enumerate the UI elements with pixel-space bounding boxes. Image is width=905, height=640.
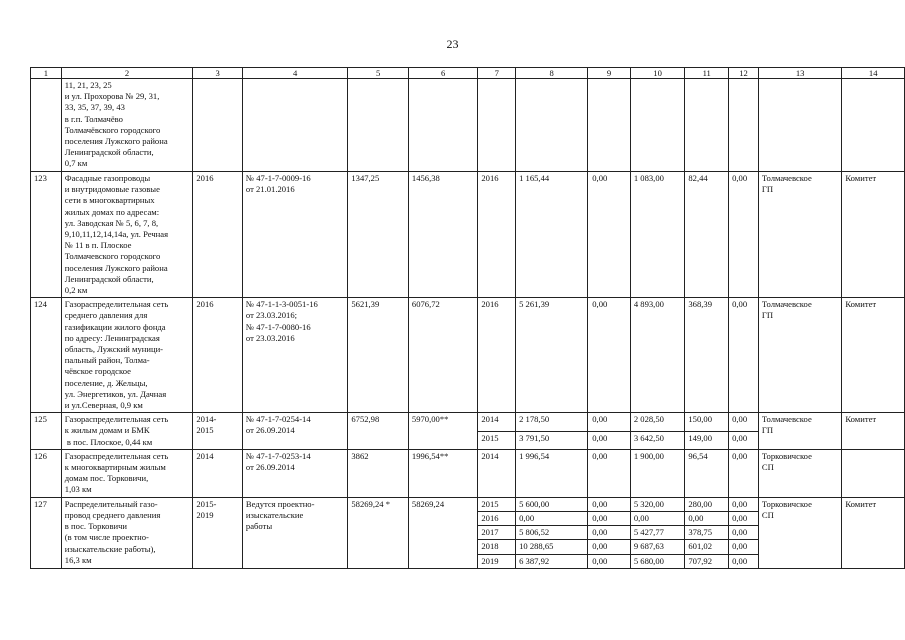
header-cell: 3: [193, 68, 243, 79]
year-cell: 2014: [478, 413, 516, 431]
local-cell: 368,39: [685, 298, 729, 413]
table-cell: [193, 79, 243, 172]
year-cell: 2019: [478, 554, 516, 568]
customer-cell: Комитет: [842, 172, 905, 298]
local-cell: 96,54: [685, 449, 729, 497]
cost-cell: 5970,00**: [408, 413, 477, 450]
table-cell: [348, 79, 409, 172]
customer-cell: Комитет: [842, 298, 905, 413]
object-description: Газораспределительная сеть к жилым домам и БМК в пос. Плоское, 0,44 км: [61, 413, 193, 450]
federal-cell: 0,00: [588, 497, 631, 511]
local-cell: 150,00: [685, 413, 729, 431]
table-cell: [842, 79, 905, 172]
header-cell: 7: [478, 68, 516, 79]
header-cell: 1: [31, 68, 62, 79]
period-cell: 2015- 2019: [193, 497, 243, 568]
year-cell: 2015: [478, 497, 516, 511]
municipality-cell: Торковичское СП: [758, 497, 841, 568]
customer-cell: Комитет: [842, 497, 905, 568]
header-cell: 6: [408, 68, 477, 79]
table-row: [31, 172, 905, 298]
table-row: [31, 298, 905, 413]
table-row: [31, 497, 905, 511]
other-cell: 0,00: [729, 526, 759, 540]
total-cell: 2 178,50: [516, 413, 588, 431]
header-cell: 8: [516, 68, 588, 79]
period-cell: 2016: [193, 172, 243, 298]
period-cell: 2016: [193, 298, 243, 413]
year-cell: 2015: [478, 431, 516, 449]
table-cell: [588, 79, 631, 172]
year-cell: 2017: [478, 526, 516, 540]
federal-cell: 0,00: [588, 526, 631, 540]
permit-cell: № 47-1-7-0253-14 от 26.09.2014: [242, 449, 347, 497]
row-number: 125: [31, 413, 62, 450]
row-number: 127: [31, 497, 62, 568]
other-cell: 0,00: [729, 172, 759, 298]
table-cell: [31, 79, 62, 172]
customer-cell: Комитет: [842, 413, 905, 450]
object-description: 11, 21, 23, 25 и ул. Прохорова № 29, 31, 33, 35, 37, 39, 43 в г.п. Толмачёво Толмачёвского городского поселения Лужского района Ленинградской области, 0,7 км: [61, 79, 193, 172]
federal-cell: 0,00: [588, 554, 631, 568]
regional-cell: 5 320,00: [630, 497, 685, 511]
header-cell: 10: [630, 68, 685, 79]
permit-cell: № 47-1-1-3-0051-16 от 23.03.2016; № 47-1-7-0080-16 от 23.03.2016: [242, 298, 347, 413]
table-cell: [685, 79, 729, 172]
federal-cell: 0,00: [588, 431, 631, 449]
other-cell: 0,00: [729, 413, 759, 431]
header-cell: 9: [588, 68, 631, 79]
object-description: Газораспределительная сеть к многоквартирным жилым домам пос. Торковичи, 1,03 км: [61, 449, 193, 497]
regional-cell: 0,00: [630, 512, 685, 526]
year-cell: 2016: [478, 512, 516, 526]
row-number: 124: [31, 298, 62, 413]
total-cell: 10 288,65: [516, 540, 588, 554]
total-cell: 5 261,39: [516, 298, 588, 413]
federal-cell: 0,00: [588, 512, 631, 526]
object-description: Газораспределительная сеть среднего давления для газификации жилого фонда по адресу: Ленинградская область, Лужский муници- пальный район, Толма- чёвское городское поселение, д. Жельцы, ул. Энергетиков, ул. Дачная и ул.Северная, 0,9 км: [61, 298, 193, 413]
local-cell: 707,92: [685, 554, 729, 568]
permit-cell: № 47-1-7-0254-14 от 26.09.2014: [242, 413, 347, 450]
federal-cell: 0,00: [588, 172, 631, 298]
table-cell: [516, 79, 588, 172]
total-cell: 3 791,50: [516, 431, 588, 449]
other-cell: 0,00: [729, 298, 759, 413]
federal-cell: 0,00: [588, 413, 631, 431]
table-cell: [408, 79, 477, 172]
table-cell: [758, 79, 841, 172]
total-cell: 5 600,00: [516, 497, 588, 511]
table-cell: [478, 79, 516, 172]
local-cell: 0,00: [685, 512, 729, 526]
year-cell: 2014: [478, 449, 516, 497]
column-number-header: [31, 68, 905, 79]
municipality-cell: Толмачевское ГП: [758, 413, 841, 450]
object-description: Фасадные газопроводы и внутридомовые газовые сети в многоквартирных жилых домах по адресам: ул. Заводская № 5, 6, 7, 8, 9,10,11,12,14,14а, ул. Речная № 11 в п. Плоское Толмачевского городского поселения Лужского района Ленинградской области, 0,2 км: [61, 172, 193, 298]
period-cell: 2014: [193, 449, 243, 497]
other-cell: 0,00: [729, 497, 759, 511]
header-cell: 4: [242, 68, 347, 79]
local-cell: 82,44: [685, 172, 729, 298]
header-cell: 12: [729, 68, 759, 79]
header-cell: 5: [348, 68, 409, 79]
permit-cell: Ведутся проектно- изыскательские работы: [242, 497, 347, 568]
header-cell: 2: [61, 68, 193, 79]
other-cell: 0,00: [729, 512, 759, 526]
estimate-cell: 6752,98: [348, 413, 409, 450]
gas-network-table: [30, 67, 905, 569]
cost-cell: 1456,38: [408, 172, 477, 298]
other-cell: 0,00: [729, 554, 759, 568]
cost-cell: 6076,72: [408, 298, 477, 413]
regional-cell: 3 642,50: [630, 431, 685, 449]
table-cell: [242, 79, 347, 172]
year-cell: 2016: [478, 172, 516, 298]
page-number: 23: [446, 37, 459, 51]
table-row: [31, 413, 905, 431]
period-cell: 2014- 2015: [193, 413, 243, 450]
object-description: Распределительный газо- провод среднего давления в пос. Торковичи (в том числе проектно- изыскательские работы), 16,3 км: [61, 497, 193, 568]
regional-cell: 1 900,00: [630, 449, 685, 497]
regional-cell: 2 028,50: [630, 413, 685, 431]
local-cell: 280,00: [685, 497, 729, 511]
regional-cell: 4 893,00: [630, 298, 685, 413]
total-cell: 5 806,52: [516, 526, 588, 540]
estimate-cell: 58269,24 *: [348, 497, 409, 568]
federal-cell: 0,00: [588, 449, 631, 497]
local-cell: 601,02: [685, 540, 729, 554]
table-cell: [630, 79, 685, 172]
row-number: 126: [31, 449, 62, 497]
federal-cell: 0,00: [588, 540, 631, 554]
other-cell: 0,00: [729, 431, 759, 449]
total-cell: 1 165,44: [516, 172, 588, 298]
local-cell: 149,00: [685, 431, 729, 449]
regional-cell: 5 680,00: [630, 554, 685, 568]
table-row: [31, 79, 905, 172]
row-number: 123: [31, 172, 62, 298]
header-cell: 14: [842, 68, 905, 79]
year-cell: 2016: [478, 298, 516, 413]
permit-cell: № 47-1-7-0009-16 от 21.01.2016: [242, 172, 347, 298]
municipality-cell: Толмачевское ГП: [758, 172, 841, 298]
cost-cell: 58269,24: [408, 497, 477, 568]
total-cell: 6 387,92: [516, 554, 588, 568]
estimate-cell: 5621,39: [348, 298, 409, 413]
header-cell: 13: [758, 68, 841, 79]
local-cell: 378,75: [685, 526, 729, 540]
regional-cell: 9 687,63: [630, 540, 685, 554]
other-cell: 0,00: [729, 449, 759, 497]
estimate-cell: 3862: [348, 449, 409, 497]
total-cell: 1 996,54: [516, 449, 588, 497]
total-cell: 0,00: [516, 512, 588, 526]
municipality-cell: Толмачевское ГП: [758, 298, 841, 413]
table-cell: [729, 79, 759, 172]
municipality-cell: Торковичское СП: [758, 449, 841, 497]
year-cell: 2018: [478, 540, 516, 554]
regional-cell: 5 427,77: [630, 526, 685, 540]
table-row: [31, 449, 905, 497]
customer-cell: [842, 449, 905, 497]
header-cell: 11: [685, 68, 729, 79]
estimate-cell: 1347,25: [348, 172, 409, 298]
regional-cell: 1 083,00: [630, 172, 685, 298]
federal-cell: 0,00: [588, 298, 631, 413]
other-cell: 0,00: [729, 540, 759, 554]
cost-cell: 1996,54**: [408, 449, 477, 497]
